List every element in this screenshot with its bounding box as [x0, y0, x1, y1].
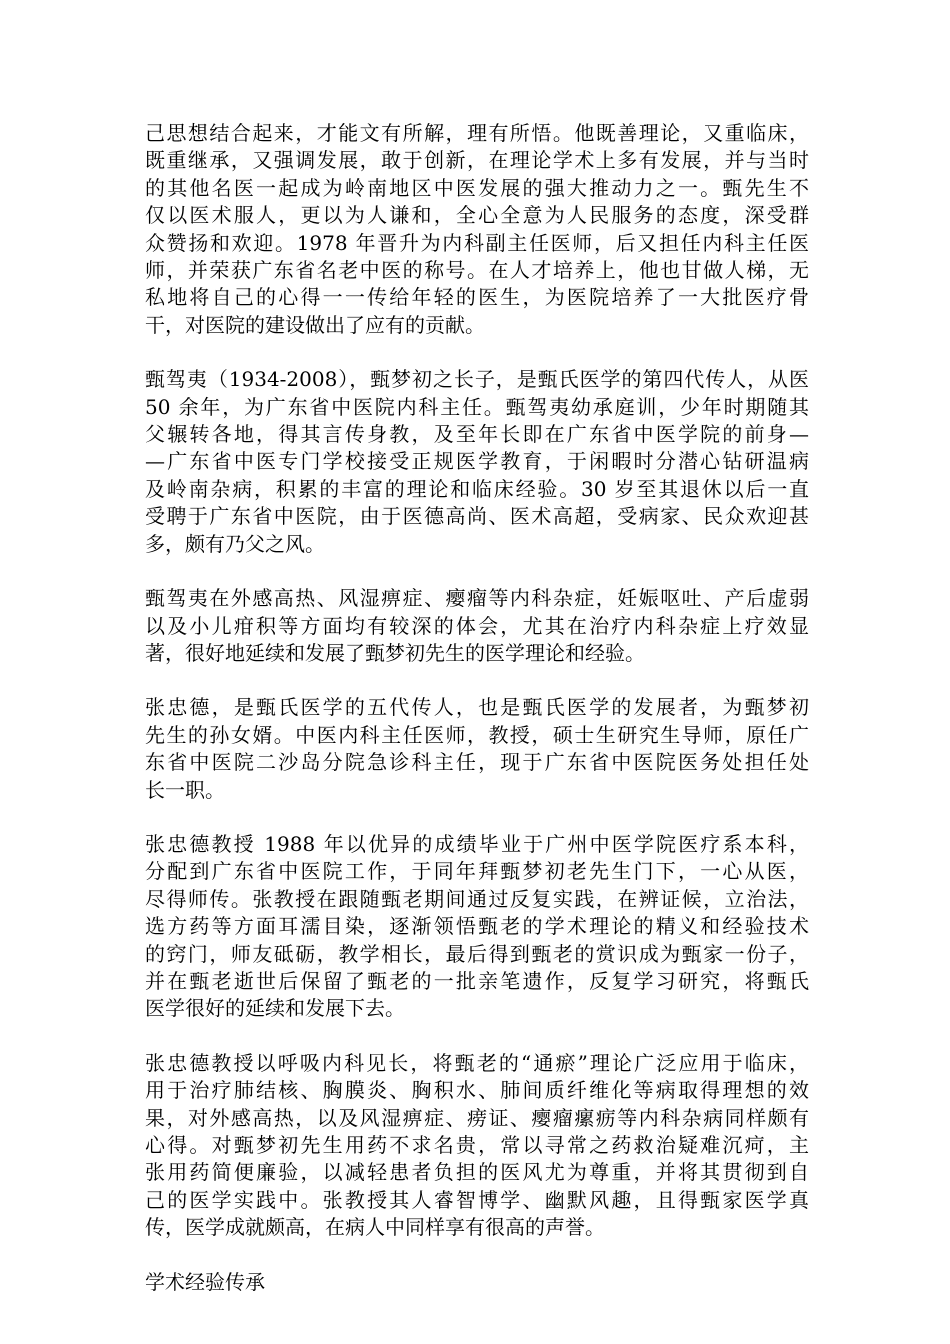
paragraph-4 — [145, 694, 809, 804]
paragraph-1 — [145, 120, 809, 339]
text-line: 心得。对甄梦初先生用药不求名贵，常以寻常之药救治疑难沉疴，主 — [145, 1133, 809, 1157]
text-line: 用于治疗肺结核、胸膜炎、胸积水、肺间质纤维化等病取得理想的效 — [145, 1078, 809, 1103]
text-line: 选方药等方面耳濡目染，逐渐领悟甄老的学术理论的精义和经验技术 — [145, 914, 809, 939]
text-line: 张忠德，是甄氏医学的五代传人，也是甄氏医学的发展者，为甄梦初 — [145, 695, 809, 720]
text-line: 干，对医院的建设做出了应有的贡献。 — [145, 312, 485, 337]
text-line: 仅以医术服人，更以为人谦和，全心全意为人民服务的态度，深受群 — [145, 203, 809, 228]
text-line: 既重继承，又强调发展，敢于创新，在理论学术上多有发展，并与当时 — [145, 148, 809, 173]
document-body — [145, 120, 809, 1296]
text-line: 张忠德教授以呼吸内科见长，将甄老的“通瘀”理论广泛应用于临床， — [145, 1050, 809, 1075]
text-line: 分配到广东省中医院工作，于同年拜甄梦初老先生门下，一心从医， — [145, 859, 809, 884]
text-line: 师，并荣获广东省名老中医的称号。在人才培养上，他也甘做人梯，无 — [145, 258, 809, 283]
text-line: 以及小儿疳积等方面均有较深的体会，尤其在治疗内科杂症上疗效显 — [145, 613, 809, 638]
text-line: 张用药简便廉验，以减轻患者负担的医风尤为尊重，并将其贯彻到自 — [145, 1160, 809, 1185]
text-line: 医学很好的延续和发展下去。 — [145, 996, 405, 1021]
text-line: 尽得师传。张教授在跟随甄老期间通过反复实践，在辨证候，立治法， — [145, 886, 809, 911]
text-line: 张忠德教授 1988 年以优异的成绩毕业于广州中医学院医疗系本科， — [145, 831, 809, 856]
text-line: 著，很好地延续和发展了甄梦初先生的医学理论和经验。 — [145, 640, 645, 665]
text-line: —广东省中医专门学校接受正规医学教育，于闲暇时分潜心钻研温病 — [145, 449, 809, 474]
paragraph-5 — [145, 831, 809, 1023]
text-line: 的窍门，师友砥砺，教学相长，最后得到甄老的赏识成为甄家一份子， — [145, 941, 809, 966]
text-line: 多，颇有乃父之风。 — [145, 531, 325, 556]
text-line: 并在甄老逝世后保留了甄老的一批亲笔遗作，反复学习研究，将甄氏 — [145, 968, 809, 993]
text-line: 甄驾夷（1934-2008），甄梦初之长子，是甄氏医学的第四代传人，从医 — [145, 367, 809, 392]
text-line: 甄驾夷在外感高热、风湿痹症、瘿瘤等内科杂症，妊娠呕吐、产后虚弱 — [145, 586, 809, 611]
text-line: 众赞扬和欢迎。1978 年晋升为内科副主任医师，后又担任内科主任医 — [145, 230, 809, 255]
text-line: 先生的孙女婿。中医内科主任医师，教授，硕士生研究生导师，原任广 — [145, 722, 809, 747]
text-line: 长一职。 — [145, 777, 225, 802]
paragraph-6 — [145, 1050, 809, 1242]
text-line: 传，医学成就颇高，在病人中同样享有很高的声誉。 — [145, 1215, 605, 1240]
section-heading — [145, 1269, 809, 1296]
text-line: 东省中医院二沙岛分院急诊科主任，现于广东省中医院医务处担任处 — [145, 750, 809, 775]
text-line: 己思想结合起来，才能文有所解，理有所悟。他既善理论，又重临床， — [145, 121, 809, 145]
text-line: 受聘于广东省中医院，由于医德高尚、医术高超，受病家、民众欢迎甚 — [145, 504, 809, 529]
text-line: 50 余年，为广东省中医院内科主任。甄驾夷幼承庭训，少年时期随其 — [145, 394, 809, 419]
section-heading-text: 学术经验传承 — [145, 1269, 265, 1294]
paragraph-3 — [145, 585, 809, 667]
text-line: 及岭南杂病，积累的丰富的理论和临床经验。30 岁至其退休以后一直 — [145, 476, 809, 501]
text-line: 的其他名医一起成为岭南地区中医发展的强大推动力之一。甄先生不 — [145, 175, 809, 200]
text-line: 父辗转各地，得其言传身教，及至年长即在广东省中医学院的前身— — [145, 422, 809, 447]
text-line: 己的医学实践中。张教授其人睿智博学、幽默风趣，且得甄家医学真 — [145, 1187, 809, 1212]
paragraph-2 — [145, 366, 809, 558]
text-line: 私地将自己的心得一一传给年轻的医生，为医院培养了一大批医疗骨 — [145, 285, 809, 310]
text-line: 果，对外感高热，以及风湿痹症、痨证、瘿瘤瘰疬等内科杂病同样颇有 — [145, 1105, 809, 1130]
